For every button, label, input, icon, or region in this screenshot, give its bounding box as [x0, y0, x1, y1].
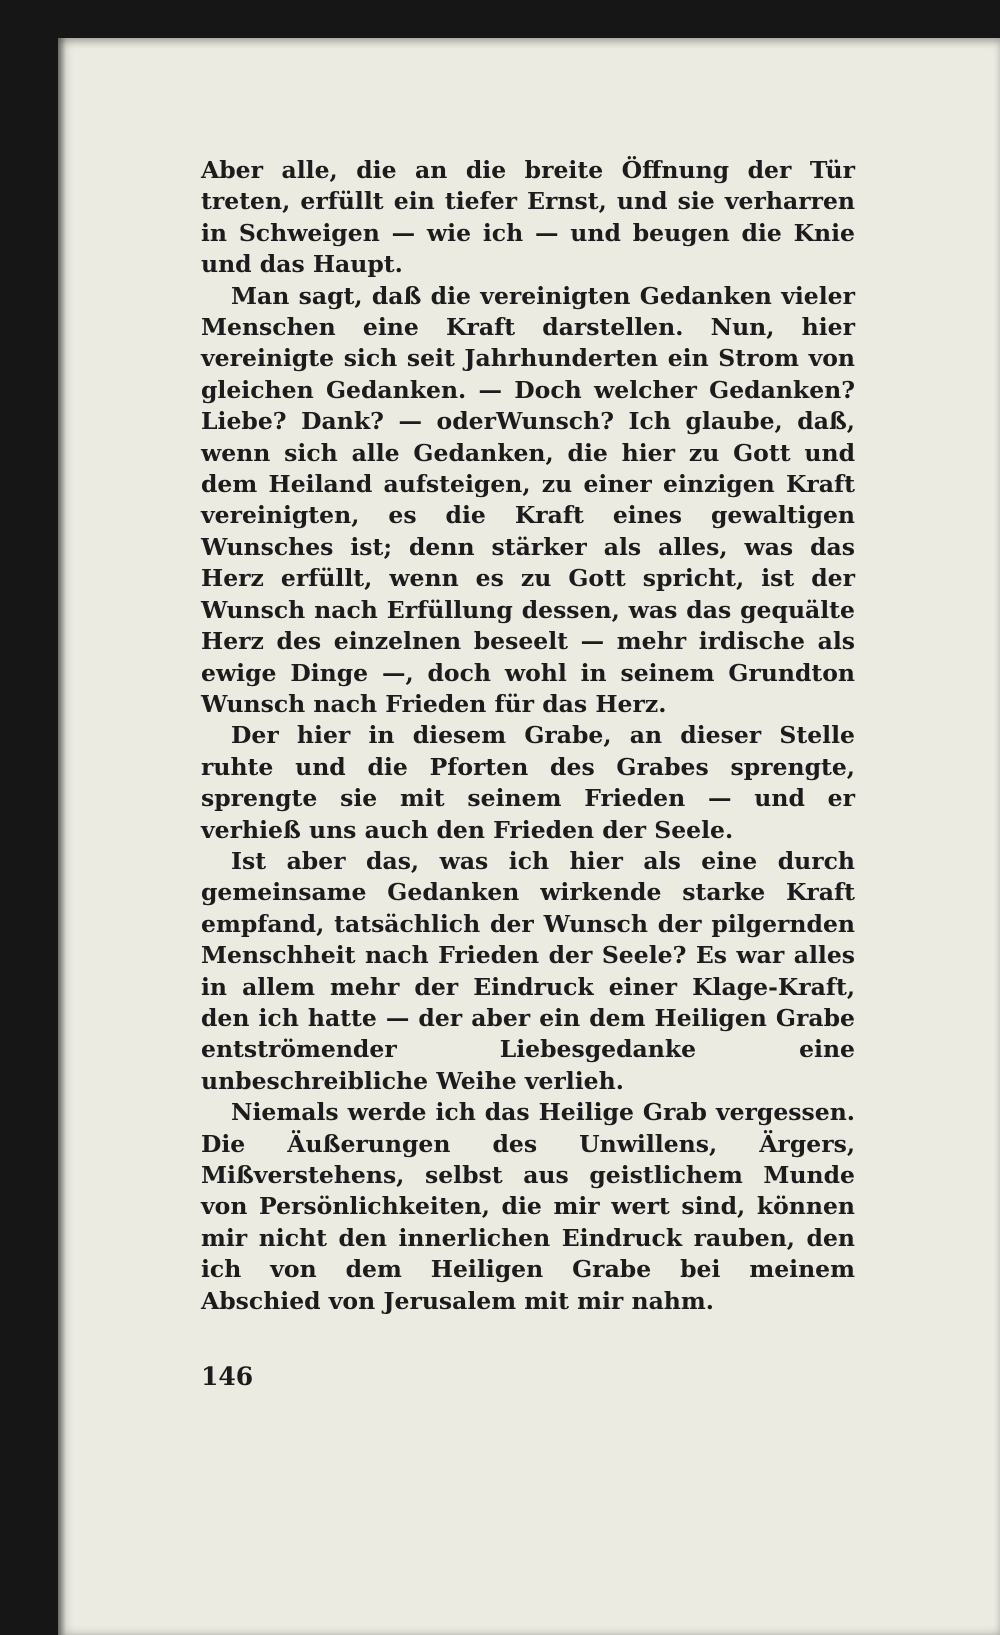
- paragraph-3: Der hier in diesem Grabe, an dieser Stelle ruhte und die Pforten des Grabes sprengte, sprengte sie mit seinem Frieden — und er verhieß uns auch den Frieden der Seele.: [201, 721, 855, 844]
- spine-shadow: [58, 38, 66, 1635]
- paragraph-2: Man sagt, daß die vereinigten Gedanken vieler Menschen eine Kraft darstellen. Nun, hier vereinigte sich seit Jahrhunderten ein Strom von gleichen Gedanken. — Doch welcher Gedanken? Liebe? Dank? — oderWunsch? Ich glaube, daß, wenn sich alle Gedanken, die hier zu Gott und dem Heiland aufsteigen, zu einer einzigen Kraft vereinigten, es die Kraft eines gewaltigen Wunsches ist; denn stärker als alles, was das Herz erfüllt, wenn es zu Gott spricht, ist der Wunsch nach Erfüllung dessen, was das gequälte Herz des einzelnen beseelt — mehr irdische als ewige Dinge —, doch wohl in seinem Grundton Wunsch nach Frieden für das Herz.: [201, 281, 855, 718]
- body-text: [201, 155, 855, 1317]
- paragraph-1: Aber alle, die an die breite Öffnung der Tür treten, erfüllt ein tiefer Ernst, und sie verharren in Schweigen — wie ich — und beugen die Knie und das Haupt.: [201, 156, 855, 279]
- page-number: 146: [201, 1362, 254, 1391]
- paragraph-4: Ist aber das, was ich hier als eine durch gemeinsame Gedanken wirkende starke Kraft empfand, tatsächlich der Wunsch der pilgernden Menschheit nach Frieden der Seele? Es war alles in allem mehr der Eindruck einer Klage-Kraft, den ich hatte — der aber ein dem Heiligen Grabe entströmender Liebesgedanke eine unbeschreibliche Weihe verlieh.: [201, 846, 855, 1095]
- paragraph-5: Niemals werde ich das Heilige Grab vergessen. Die Äußerungen des Unwillens, Ärgers, Mißverstehens, selbst aus geistlichem Munde von Persönlichkeiten, die mir wert sind, können mir nicht den innerlichen Eindruck rauben, den ich von dem Heiligen Grabe bei meinem Abschied von Jerusalem mit mir nahm.: [201, 1098, 855, 1315]
